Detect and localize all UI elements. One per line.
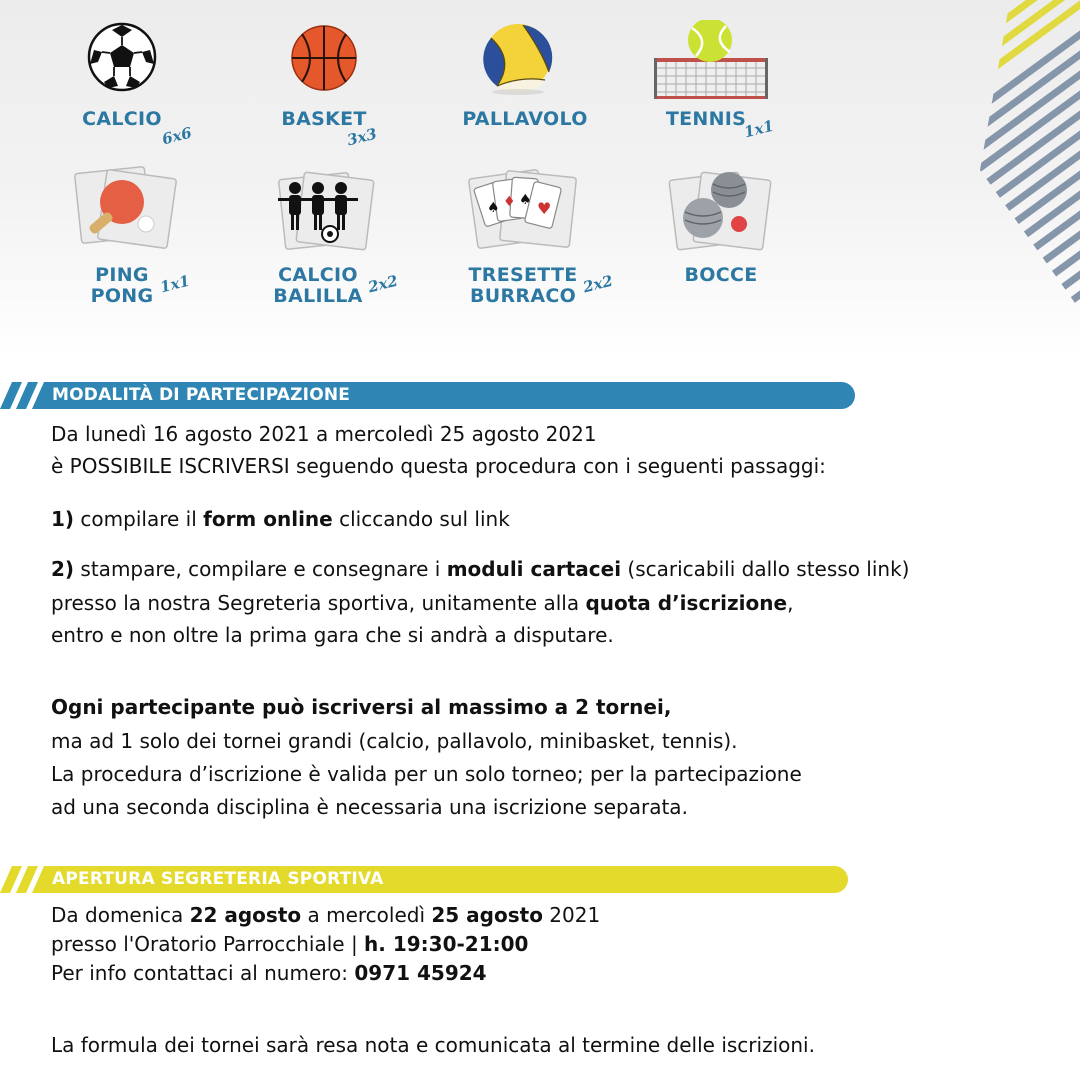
section-title: MODALITÀ DI PARTECIPAZIONE	[52, 385, 351, 405]
step-number: 2)	[51, 557, 75, 581]
segreteria-dates	[51, 899, 600, 931]
rules-bold-text: Ogni partecipante può iscriversi al massimo a 2 tornei,	[51, 695, 672, 719]
svg-text:♠: ♠	[519, 192, 532, 208]
step-1	[51, 503, 510, 535]
step-text: (scaricabili dallo stesso link)	[621, 557, 910, 581]
foosball-players-icon	[238, 162, 398, 252]
sport-label: PALLAVOLO	[462, 108, 588, 130]
sport-format: 1x1	[158, 271, 192, 297]
section-header-segreteria	[0, 866, 848, 893]
playing-cards-icon	[443, 162, 603, 252]
intro-text: è POSSIBILE ISCRIVERSI seguendo questa procedura con i seguenti passaggi:	[51, 454, 826, 478]
period-text: Da lunedì 16 agosto 2021 a mercoledì 25 agosto 2021	[51, 422, 597, 446]
sport-label	[443, 265, 603, 307]
rules-line: La procedura d’iscrizione è valida per un solo torneo; per la partecipazione	[51, 762, 802, 786]
sport-label: CALCIO	[82, 108, 162, 130]
step-text: stampare, compilare e consegnare i	[74, 557, 447, 581]
phone-number: 0971 45924	[354, 961, 487, 985]
bocce-balls-icon	[641, 162, 801, 252]
sport-format: 6x6	[160, 123, 194, 149]
sport-label-line: CALCIO	[278, 264, 358, 286]
end-date: 25 agosto	[431, 903, 543, 927]
form-online-text: form online	[203, 507, 333, 531]
contact-info	[51, 957, 487, 989]
step-2-line-1	[51, 553, 909, 585]
step-text: ,	[787, 591, 794, 615]
info-text: 2021	[542, 903, 601, 927]
sport-format: 3x3	[345, 124, 379, 150]
svg-text:♠: ♠	[487, 200, 500, 216]
footer-note: La formula dei tornei sarà resa nota e comunicata al termine delle iscrizioni.	[51, 1033, 815, 1057]
moduli-cartacei-text: moduli cartacei	[446, 557, 622, 581]
info-text: presso l'Oratorio Parrocchiale |	[51, 932, 365, 956]
sport-format: 2x2	[366, 271, 400, 297]
rules-line: ma ad 1 solo dei tornei grandi (calcio, pallavolo, minibasket, tennis).	[51, 729, 738, 753]
info-text: a mercoledì	[301, 903, 432, 927]
svg-text:♥: ♥	[537, 199, 552, 218]
step-text: presso la nostra Segreteria sportiva, unitamente alla	[51, 591, 586, 615]
tennis-ball-net-icon	[626, 20, 786, 110]
basketball-icon	[244, 20, 404, 110]
step-number: 1)	[51, 507, 75, 531]
quota-iscrizione-text: quota d’iscrizione	[585, 591, 788, 615]
sport-label: BOCCE	[684, 264, 758, 286]
sport-label-line: TRESETTE	[468, 264, 578, 286]
sport-label: TENNIS	[665, 108, 747, 130]
ping-pong-paddle-icon	[42, 162, 202, 252]
step-2-line-2	[51, 587, 793, 619]
sport-label-line: PING	[95, 264, 149, 286]
section-title: APERTURA SEGRETERIA SPORTIVA	[52, 869, 384, 889]
sport-label: BASKET	[281, 108, 367, 130]
stripe-decoration	[0, 382, 50, 409]
opening-hours: h. 19:30-21:00	[364, 932, 529, 956]
step-text: compilare il	[74, 507, 204, 531]
start-date: 22 agosto	[189, 903, 302, 927]
info-text: Per info contattaci al numero:	[51, 961, 355, 985]
step-2-line-3: entro e non oltre la prima gara che si andrà a disputare.	[51, 623, 614, 647]
soccer-ball-icon	[42, 20, 202, 110]
svg-text:♦: ♦	[503, 194, 516, 210]
sport-format: 1x1	[742, 116, 776, 142]
segreteria-place	[51, 928, 528, 960]
decorative-stripes	[950, 0, 1080, 320]
rules-line: ad una seconda disciplina è necessaria una iscrizione separata.	[51, 795, 688, 819]
sport-label-line: BURRACO	[469, 285, 577, 307]
sport-label-line: BALILLA	[273, 285, 363, 307]
sport-format: 2x2	[581, 271, 615, 297]
rules-headline	[51, 691, 671, 723]
info-text: Da domenica	[51, 903, 190, 927]
volleyball-icon	[445, 20, 605, 110]
stripe-decoration	[0, 866, 50, 893]
sport-label-line: PONG	[90, 285, 154, 307]
step-text: cliccando sul link	[332, 507, 510, 531]
section-header-modalita	[0, 382, 855, 409]
